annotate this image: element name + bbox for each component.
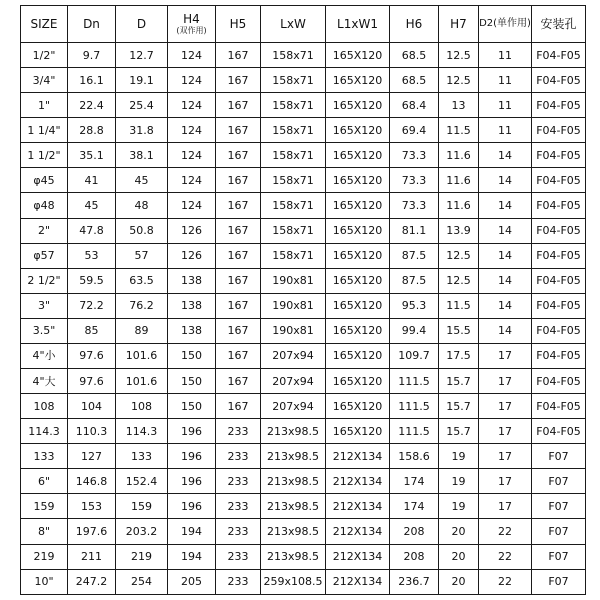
cell-h6: 87.5 — [390, 243, 439, 268]
cell-h7: 13 — [439, 93, 479, 118]
cell-d: 203.2 — [116, 519, 168, 544]
cell-d2: 14 — [479, 268, 532, 293]
cell-h6: 208 — [390, 544, 439, 569]
cell-h6: 109.7 — [390, 343, 439, 368]
cell-l1xw1: 165X120 — [326, 93, 390, 118]
cell-h6: 69.4 — [390, 118, 439, 143]
cell-mount: F07 — [532, 444, 586, 469]
table-row — [21, 394, 586, 419]
cell-h5: 167 — [216, 118, 261, 143]
cell-h7: 20 — [439, 544, 479, 569]
cell-size: 4"大 — [21, 369, 68, 394]
cell-h4: 150 — [168, 343, 216, 368]
cell-h5: 167 — [216, 68, 261, 93]
cell-lxw: 207x94 — [261, 369, 326, 394]
cell-d2: 17 — [479, 394, 532, 419]
cell-l1xw1: 165X120 — [326, 193, 390, 218]
cell-h4: 196 — [168, 419, 216, 444]
cell-h4: 196 — [168, 494, 216, 519]
table-header — [21, 6, 586, 43]
cell-h4: 194 — [168, 519, 216, 544]
cell-dn: 110.3 — [68, 419, 116, 444]
cell-l1xw1: 212X134 — [326, 444, 390, 469]
cell-dn: 247.2 — [68, 569, 116, 594]
cell-mount: F04-F05 — [532, 218, 586, 243]
cell-d: 108 — [116, 394, 168, 419]
cell-h4: 124 — [168, 193, 216, 218]
cell-h7: 12.5 — [439, 43, 479, 68]
cell-h5: 167 — [216, 43, 261, 68]
cell-h5: 167 — [216, 168, 261, 193]
cell-l1xw1: 165X120 — [326, 43, 390, 68]
cell-h7: 11.6 — [439, 168, 479, 193]
header-row — [21, 6, 586, 43]
cell-mount: F04-F05 — [532, 268, 586, 293]
table-row — [21, 318, 586, 343]
cell-dn: 127 — [68, 444, 116, 469]
cell-h6: 174 — [390, 469, 439, 494]
cell-dn: 53 — [68, 243, 116, 268]
cell-h6: 111.5 — [390, 394, 439, 419]
cell-size: 1 1/2" — [21, 143, 68, 168]
cell-mount: F07 — [532, 569, 586, 594]
header-h4-label: H4 — [183, 12, 200, 26]
cell-h5: 233 — [216, 469, 261, 494]
cell-size: 219 — [21, 544, 68, 569]
cell-mount: F07 — [532, 544, 586, 569]
cell-mount: F04-F05 — [532, 293, 586, 318]
cell-size: 133 — [21, 444, 68, 469]
cell-lxw: 213x98.5 — [261, 544, 326, 569]
table-row — [21, 68, 586, 93]
cell-dn: 153 — [68, 494, 116, 519]
cell-h5: 167 — [216, 343, 261, 368]
cell-d: 76.2 — [116, 293, 168, 318]
cell-h4: 126 — [168, 218, 216, 243]
table-row — [21, 193, 586, 218]
cell-h7: 15.7 — [439, 419, 479, 444]
cell-h4: 194 — [168, 544, 216, 569]
cell-h4: 124 — [168, 143, 216, 168]
cell-mount: F04-F05 — [532, 394, 586, 419]
cell-h4: 196 — [168, 469, 216, 494]
cell-dn: 45 — [68, 193, 116, 218]
cell-h7: 19 — [439, 444, 479, 469]
cell-d: 19.1 — [116, 68, 168, 93]
cell-h7: 11.6 — [439, 143, 479, 168]
cell-dn: 146.8 — [68, 469, 116, 494]
cell-dn: 59.5 — [68, 268, 116, 293]
cell-dn: 16.1 — [68, 68, 116, 93]
cell-d2: 14 — [479, 193, 532, 218]
cell-h5: 167 — [216, 243, 261, 268]
cell-dn: 47.8 — [68, 218, 116, 243]
header-h5: H5 — [216, 6, 261, 43]
table-row — [21, 444, 586, 469]
cell-mount: F04-F05 — [532, 193, 586, 218]
cell-d: 12.7 — [116, 43, 168, 68]
cell-lxw: 207x94 — [261, 343, 326, 368]
cell-d: 89 — [116, 318, 168, 343]
header-d2: D2(单作用) — [479, 6, 532, 43]
cell-h7: 11.6 — [439, 193, 479, 218]
table-row — [21, 293, 586, 318]
cell-h6: 73.3 — [390, 168, 439, 193]
cell-h4: 138 — [168, 268, 216, 293]
cell-h6: 236.7 — [390, 569, 439, 594]
cell-l1xw1: 165X120 — [326, 318, 390, 343]
cell-h4: 150 — [168, 394, 216, 419]
cell-size: φ48 — [21, 193, 68, 218]
cell-size: 6" — [21, 469, 68, 494]
cell-d: 38.1 — [116, 143, 168, 168]
cell-d2: 22 — [479, 569, 532, 594]
cell-lxw: 213x98.5 — [261, 469, 326, 494]
table-body — [21, 43, 586, 595]
header-h7: H7 — [439, 6, 479, 43]
cell-mount: F07 — [532, 494, 586, 519]
cell-h6: 73.3 — [390, 143, 439, 168]
table-row — [21, 419, 586, 444]
cell-d2: 22 — [479, 519, 532, 544]
cell-h7: 20 — [439, 519, 479, 544]
cell-h5: 233 — [216, 444, 261, 469]
cell-d: 31.8 — [116, 118, 168, 143]
cell-h5: 233 — [216, 569, 261, 594]
cell-h5: 167 — [216, 218, 261, 243]
cell-l1xw1: 165X120 — [326, 343, 390, 368]
cell-dn: 197.6 — [68, 519, 116, 544]
cell-d2: 11 — [479, 118, 532, 143]
cell-mount: F04-F05 — [532, 343, 586, 368]
cell-lxw: 190x81 — [261, 293, 326, 318]
cell-h7: 17.5 — [439, 343, 479, 368]
cell-h4: 124 — [168, 43, 216, 68]
cell-h5: 167 — [216, 143, 261, 168]
cell-d: 152.4 — [116, 469, 168, 494]
cell-h6: 68.4 — [390, 93, 439, 118]
cell-lxw: 158x71 — [261, 168, 326, 193]
table-row — [21, 369, 586, 394]
cell-h6: 68.5 — [390, 68, 439, 93]
table-row — [21, 118, 586, 143]
cell-h6: 73.3 — [390, 193, 439, 218]
cell-d2: 14 — [479, 218, 532, 243]
cell-h5: 167 — [216, 318, 261, 343]
cell-h5: 233 — [216, 419, 261, 444]
cell-size: 8" — [21, 519, 68, 544]
cell-lxw: 158x71 — [261, 118, 326, 143]
cell-h4: 124 — [168, 168, 216, 193]
cell-d2: 17 — [479, 343, 532, 368]
cell-d2: 17 — [479, 369, 532, 394]
cell-d: 101.6 — [116, 369, 168, 394]
cell-l1xw1: 165X120 — [326, 218, 390, 243]
cell-h7: 15.7 — [439, 369, 479, 394]
cell-lxw: 259x108.5 — [261, 569, 326, 594]
cell-lxw: 213x98.5 — [261, 444, 326, 469]
cell-h5: 167 — [216, 369, 261, 394]
cell-size: 1" — [21, 93, 68, 118]
cell-size: 108 — [21, 394, 68, 419]
cell-lxw: 213x98.5 — [261, 519, 326, 544]
cell-d2: 17 — [479, 469, 532, 494]
cell-l1xw1: 165X120 — [326, 118, 390, 143]
cell-l1xw1: 165X120 — [326, 268, 390, 293]
cell-mount: F04-F05 — [532, 68, 586, 93]
cell-d2: 14 — [479, 293, 532, 318]
cell-l1xw1: 212X134 — [326, 519, 390, 544]
cell-dn: 22.4 — [68, 93, 116, 118]
cell-h6: 81.1 — [390, 218, 439, 243]
table-row — [21, 494, 586, 519]
table-row — [21, 243, 586, 268]
cell-h7: 19 — [439, 469, 479, 494]
cell-lxw: 207x94 — [261, 394, 326, 419]
cell-h4: 196 — [168, 444, 216, 469]
cell-d: 133 — [116, 444, 168, 469]
cell-lxw: 158x71 — [261, 143, 326, 168]
cell-d: 101.6 — [116, 343, 168, 368]
cell-d2: 17 — [479, 494, 532, 519]
cell-d: 45 — [116, 168, 168, 193]
cell-size: 2" — [21, 218, 68, 243]
cell-h7: 11.5 — [439, 293, 479, 318]
cell-d: 48 — [116, 193, 168, 218]
cell-size: 3.5" — [21, 318, 68, 343]
cell-lxw: 158x71 — [261, 68, 326, 93]
cell-h7: 13.9 — [439, 218, 479, 243]
cell-h6: 158.6 — [390, 444, 439, 469]
cell-h6: 99.4 — [390, 318, 439, 343]
cell-h4: 205 — [168, 569, 216, 594]
cell-h4: 124 — [168, 93, 216, 118]
cell-l1xw1: 165X120 — [326, 168, 390, 193]
cell-size: 1/2" — [21, 43, 68, 68]
cell-d2: 14 — [479, 243, 532, 268]
cell-mount: F07 — [532, 469, 586, 494]
cell-h6: 68.5 — [390, 43, 439, 68]
cell-h5: 233 — [216, 519, 261, 544]
cell-h5: 233 — [216, 544, 261, 569]
cell-mount: F04-F05 — [532, 143, 586, 168]
cell-size: φ57 — [21, 243, 68, 268]
cell-dn: 72.2 — [68, 293, 116, 318]
cell-lxw: 213x98.5 — [261, 419, 326, 444]
cell-l1xw1: 165X120 — [326, 394, 390, 419]
cell-l1xw1: 165X120 — [326, 419, 390, 444]
cell-lxw: 158x71 — [261, 243, 326, 268]
cell-mount: F04-F05 — [532, 168, 586, 193]
cell-lxw: 213x98.5 — [261, 494, 326, 519]
cell-d2: 22 — [479, 544, 532, 569]
cell-size: 159 — [21, 494, 68, 519]
cell-dn: 41 — [68, 168, 116, 193]
cell-dn: 35.1 — [68, 143, 116, 168]
cell-size: φ45 — [21, 168, 68, 193]
cell-lxw: 158x71 — [261, 193, 326, 218]
table-row — [21, 43, 586, 68]
cell-dn: 97.6 — [68, 343, 116, 368]
header-size: SIZE — [21, 6, 68, 43]
cell-d: 25.4 — [116, 93, 168, 118]
cell-size: 10" — [21, 569, 68, 594]
cell-mount: F04-F05 — [532, 118, 586, 143]
cell-h7: 20 — [439, 569, 479, 594]
cell-size: 2 1/2" — [21, 268, 68, 293]
cell-mount: F04-F05 — [532, 369, 586, 394]
cell-size: 3/4" — [21, 68, 68, 93]
cell-h6: 111.5 — [390, 369, 439, 394]
cell-h7: 15.5 — [439, 318, 479, 343]
cell-lxw: 158x71 — [261, 93, 326, 118]
cell-h5: 233 — [216, 494, 261, 519]
cell-mount: F04-F05 — [532, 243, 586, 268]
cell-h5: 167 — [216, 394, 261, 419]
cell-l1xw1: 212X134 — [326, 569, 390, 594]
cell-lxw: 158x71 — [261, 43, 326, 68]
cell-d2: 14 — [479, 318, 532, 343]
cell-l1xw1: 212X134 — [326, 494, 390, 519]
table-row — [21, 143, 586, 168]
cell-mount: F04-F05 — [532, 318, 586, 343]
cell-h5: 167 — [216, 193, 261, 218]
cell-h4: 124 — [168, 118, 216, 143]
cell-l1xw1: 165X120 — [326, 369, 390, 394]
table-row — [21, 343, 586, 368]
cell-d: 57 — [116, 243, 168, 268]
header-h4 — [168, 6, 216, 43]
cell-h7: 19 — [439, 494, 479, 519]
header-mount-holes: 安装孔 — [532, 6, 586, 43]
cell-l1xw1: 165X120 — [326, 293, 390, 318]
cell-d2: 14 — [479, 168, 532, 193]
cell-h5: 167 — [216, 268, 261, 293]
cell-h5: 167 — [216, 93, 261, 118]
cell-h6: 174 — [390, 494, 439, 519]
table-row — [21, 519, 586, 544]
cell-h7: 12.5 — [439, 68, 479, 93]
cell-h7: 12.5 — [439, 243, 479, 268]
cell-h5: 167 — [216, 293, 261, 318]
cell-d: 254 — [116, 569, 168, 594]
cell-lxw: 158x71 — [261, 218, 326, 243]
cell-d2: 11 — [479, 93, 532, 118]
table-row — [21, 168, 586, 193]
cell-h4: 138 — [168, 318, 216, 343]
cell-mount: F04-F05 — [532, 43, 586, 68]
cell-h6: 208 — [390, 519, 439, 544]
valve-dimension-table — [20, 5, 586, 595]
cell-d: 114.3 — [116, 419, 168, 444]
cell-h6: 95.3 — [390, 293, 439, 318]
cell-size: 4"小 — [21, 343, 68, 368]
cell-h7: 11.5 — [439, 118, 479, 143]
cell-h4: 150 — [168, 369, 216, 394]
header-l1xw1: L1xW1 — [326, 6, 390, 43]
table-row — [21, 218, 586, 243]
cell-mount: F04-F05 — [532, 93, 586, 118]
header-d: D — [116, 6, 168, 43]
cell-dn: 97.6 — [68, 369, 116, 394]
table-row — [21, 268, 586, 293]
cell-l1xw1: 212X134 — [326, 544, 390, 569]
cell-size: 1 1/4" — [21, 118, 68, 143]
cell-d2: 14 — [479, 143, 532, 168]
spec-table-container — [20, 5, 585, 595]
cell-lxw: 190x81 — [261, 318, 326, 343]
cell-l1xw1: 165X120 — [326, 243, 390, 268]
header-h4-note: (双作用) — [176, 26, 207, 35]
cell-dn: 85 — [68, 318, 116, 343]
header-dn: Dn — [68, 6, 116, 43]
cell-d2: 11 — [479, 68, 532, 93]
cell-d2: 17 — [479, 444, 532, 469]
cell-h4: 124 — [168, 68, 216, 93]
cell-h4: 126 — [168, 243, 216, 268]
cell-dn: 9.7 — [68, 43, 116, 68]
cell-size: 3" — [21, 293, 68, 318]
cell-h4: 138 — [168, 293, 216, 318]
header-h6: H6 — [390, 6, 439, 43]
cell-l1xw1: 212X134 — [326, 469, 390, 494]
cell-h6: 87.5 — [390, 268, 439, 293]
cell-d2: 11 — [479, 43, 532, 68]
cell-d: 50.8 — [116, 218, 168, 243]
cell-lxw: 190x81 — [261, 268, 326, 293]
cell-h7: 15.7 — [439, 394, 479, 419]
cell-mount: F04-F05 — [532, 419, 586, 444]
cell-h7: 12.5 — [439, 268, 479, 293]
cell-d2: 17 — [479, 419, 532, 444]
cell-mount: F07 — [532, 519, 586, 544]
table-row — [21, 569, 586, 594]
cell-d: 63.5 — [116, 268, 168, 293]
table-row — [21, 544, 586, 569]
cell-dn: 28.8 — [68, 118, 116, 143]
cell-size: 114.3 — [21, 419, 68, 444]
cell-h6: 111.5 — [390, 419, 439, 444]
cell-d: 219 — [116, 544, 168, 569]
cell-l1xw1: 165X120 — [326, 68, 390, 93]
cell-dn: 211 — [68, 544, 116, 569]
cell-d: 159 — [116, 494, 168, 519]
table-row — [21, 469, 586, 494]
table-row — [21, 93, 586, 118]
header-lxw: LxW — [261, 6, 326, 43]
cell-dn: 104 — [68, 394, 116, 419]
cell-l1xw1: 165X120 — [326, 143, 390, 168]
